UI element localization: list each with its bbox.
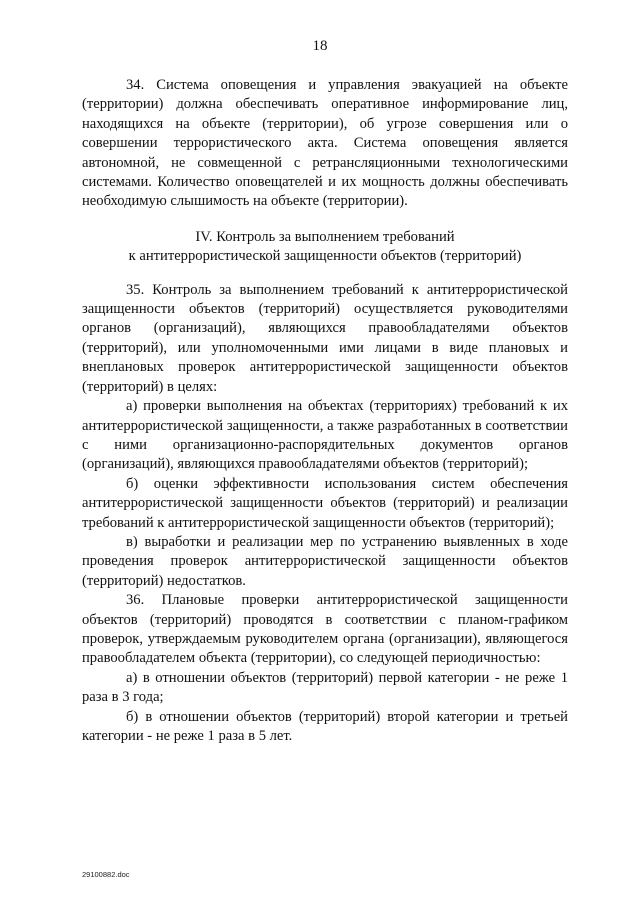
paragraph-36-a: а) в отношении объектов (территорий) первой категории - не реже 1 раза в 3 года; — [82, 669, 568, 706]
paragraph-36: 36. Плановые проверки антитеррористической защищенности объектов (территорий) проводятся в соответствии с планом-графиком проверок, утверждаемым руководителем органа (организации), являющегося правообладателем объекта (территории), со следующей периодичностью: — [82, 592, 568, 667]
document-body — [82, 76, 568, 746]
page-number: 18 — [312, 38, 328, 54]
paragraph-35-a: а) проверки выполнения на объектах (территориях) требований к их антитеррористической защищенности, а также разработанных в соответствии с ними организационно-распорядительных документов органов (организаций), являющихся правообладателями объектов (территорий); — [82, 398, 568, 473]
paragraph-35-b: б) оценки эффективности использования систем обеспечения антитеррористической защищенности объектов (территорий) и реализации требований к антитеррористической защищенности объектов (территорий); — [82, 475, 568, 531]
paragraph-35-c: в) выработки и реализации мер по устранению выявленных в ходе проведения проверок антитеррористической защищенности объектов (территорий) недостатков. — [82, 533, 568, 589]
paragraph-36-b: б) в отношении объектов (территорий) второй категории и третьей категории - не реже 1 раза в 5 лет. — [82, 708, 568, 744]
section-heading-line-2: к антитеррористической защищенности объектов (территорий) — [128, 248, 522, 265]
paragraph-34: 34. Система оповещения и управления эвакуацией на объекте (территории) должна обеспечивать оперативное информирование лиц, находящихся на объекте (территории), об угрозе совершения или о совершении террористического акта. Система оповещения является автономной, не совмещенной с ретрансляционными технологическими системами. Количество оповещателей и их мощность должны обеспечивать необходимую слышимость на объекте (территории). — [82, 77, 568, 210]
footer-filename: 29100882.doc — [82, 870, 130, 879]
section-heading-line-1: IV. Контроль за выполнением требований — [195, 228, 455, 245]
section-heading — [82, 228, 568, 267]
paragraph-35: 35. Контроль за выполнением требований к антитеррористической защищенности объектов (территорий) осуществляется руководителями органов (организаций), являющихся правообладателями объектов (территорий), или уполномоченными ими лицами в виде плановых и внеплановых проверок антитеррористической защищенности объектов (территорий) в целях: — [82, 281, 568, 395]
